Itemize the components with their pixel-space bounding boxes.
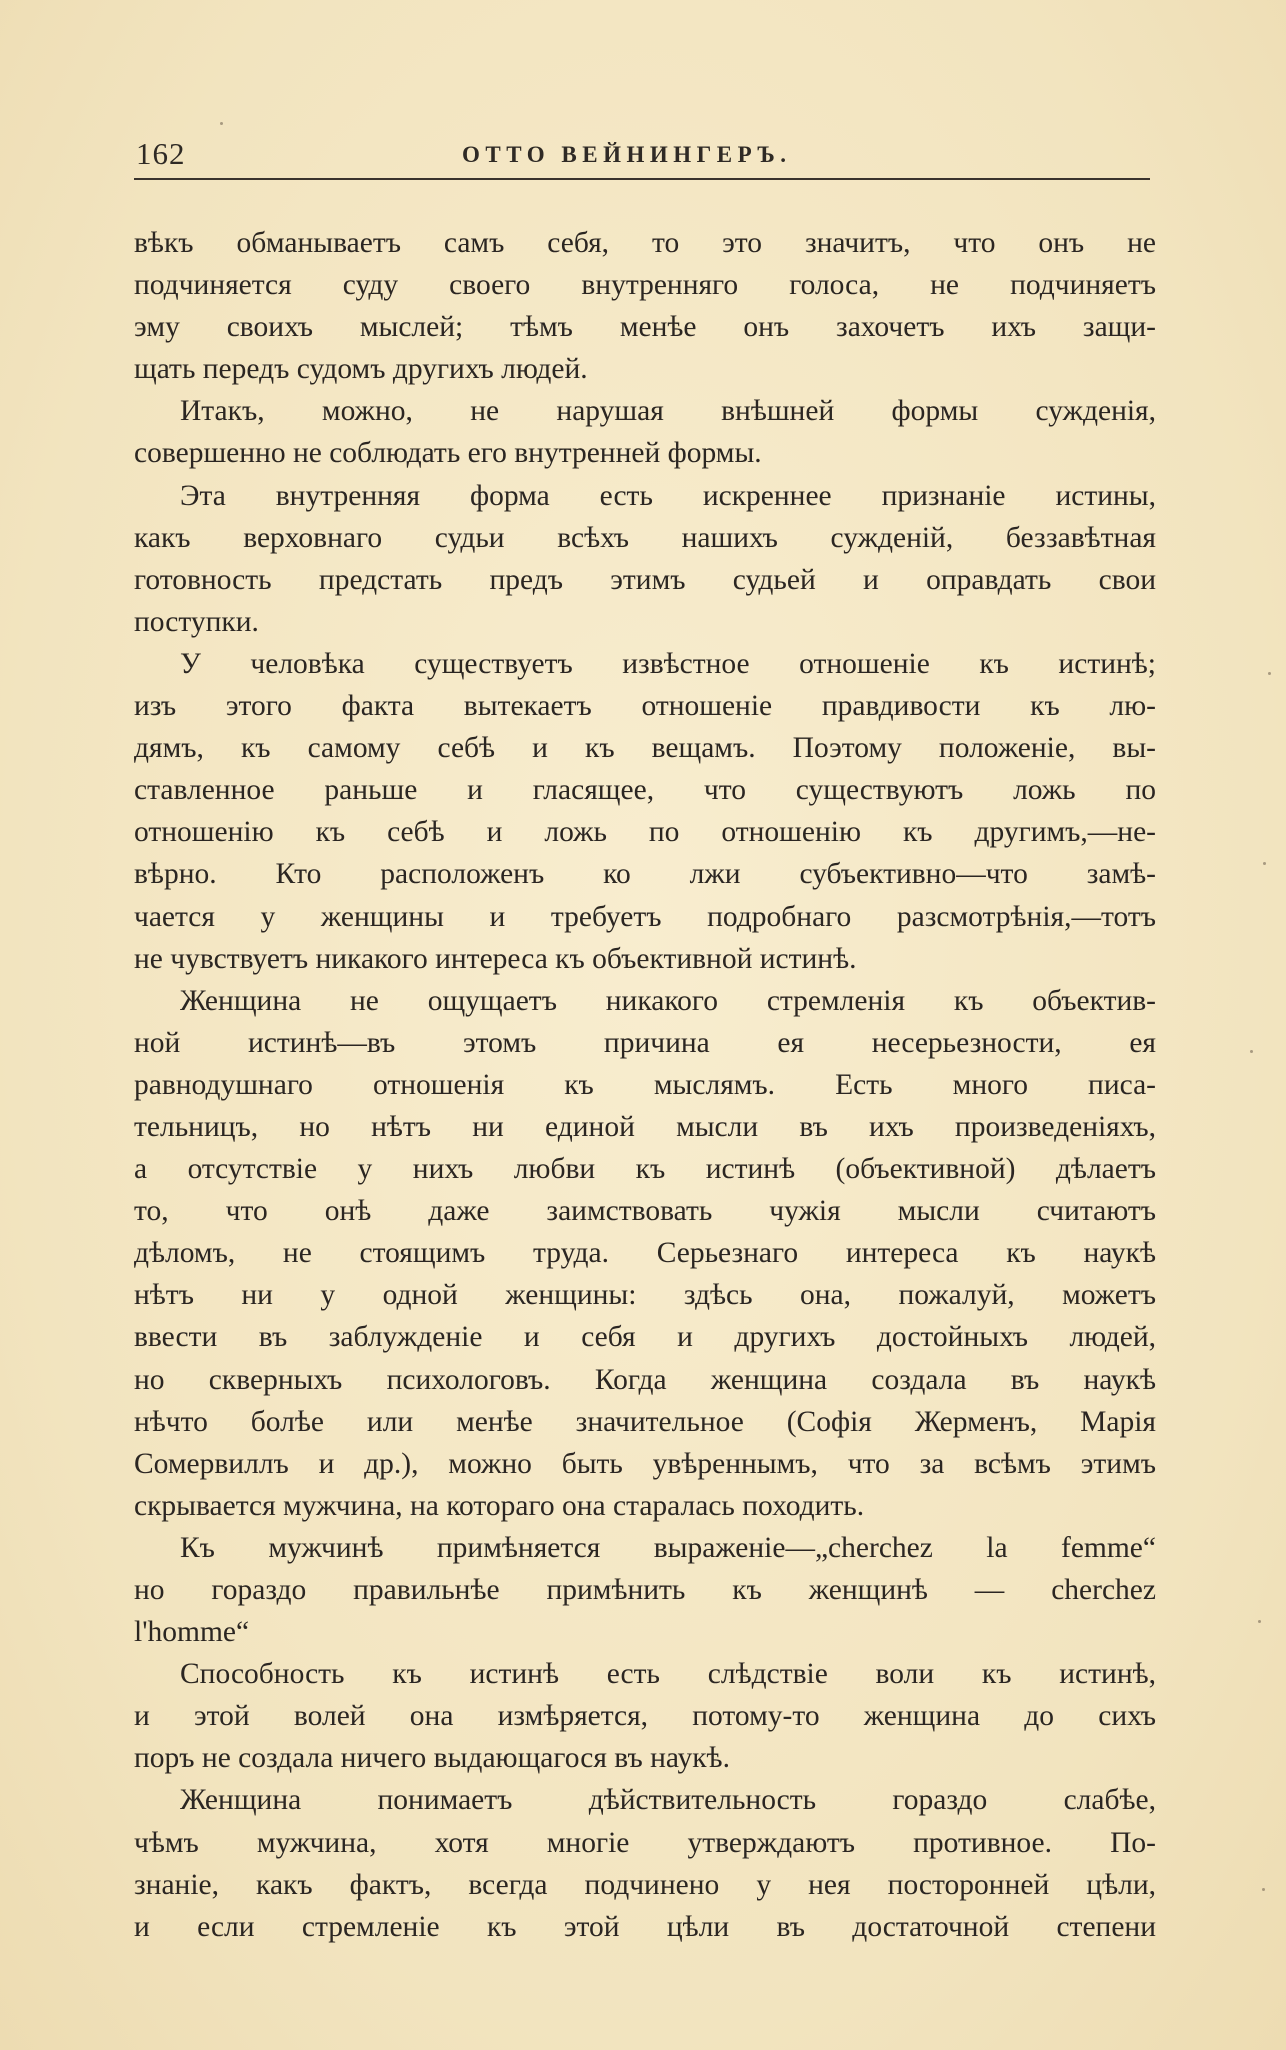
text-line: но скверныхъ психологовъ. Когда женщина создала въ наукѣ	[134, 1363, 1156, 1396]
text-line: дѣломъ, не стоящимъ труда. Серьезнаго интереса къ наукѣ	[134, 1237, 1156, 1270]
text-line: совершенно не соблюдать его внутренней формы.	[134, 437, 762, 470]
page-header	[132, 136, 1150, 176]
text-line: щать передъ судомъ другихъ людей.	[134, 353, 588, 386]
text-line: отношенію къ себѣ и ложь по отношенію къ другимъ,—не-	[134, 816, 1156, 849]
text-line: тельницъ, но нѣтъ ни единой мысли въ ихъ произведеніяхъ,	[134, 1110, 1156, 1143]
text-line: какъ верховнаго судьи всѣхъ нашихъ сужденій, беззавѣтная	[134, 521, 1156, 554]
text-line: поръ не создала ничего выдающагося въ наукѣ.	[134, 1742, 730, 1775]
text-line: вѣрно. Кто расположенъ ко лжи субъективно—что замѣ-	[134, 858, 1156, 891]
text-line: то, что онѣ даже заимствовать чужія мысли считаютъ	[134, 1195, 1156, 1228]
text-line: Женщина понимаетъ дѣйствительность гораздо слабѣе,	[180, 1784, 1156, 1817]
text-line: нѣтъ ни у одной женщины: здѣсь она, пожалуй, можетъ	[134, 1279, 1156, 1312]
text-line: l'homme“	[134, 1616, 250, 1649]
text-line: У человѣка существуетъ извѣстное отношеніе къ истинѣ;	[180, 647, 1156, 680]
paper-speck	[1268, 672, 1271, 675]
text-line: равнодушнаго отношенія къ мыслямъ. Есть много писа-	[134, 1068, 1156, 1101]
text-line: и если стремленіе къ этой цѣли въ достаточной степени	[134, 1910, 1156, 1943]
text-line: скрывается мужчина, на котораго она старалась походить.	[134, 1489, 865, 1522]
paper-speck	[1258, 1620, 1261, 1623]
text-line: Къ мужчинѣ примѣняется выраженіе—„cherchez la femme“	[180, 1531, 1156, 1564]
text-line: а отсутствіе у нихъ любви къ истинѣ (объективной) дѣлаетъ	[134, 1153, 1156, 1186]
paper-speck	[1263, 862, 1266, 865]
page-number: 162	[136, 136, 186, 171]
text-line: эму своихъ мыслей; тѣмъ менѣе онъ захочетъ ихъ защи-	[134, 311, 1156, 344]
text-line: нѣчто болѣе или менѣе значительное (Софія Жерменъ, Марія	[134, 1405, 1156, 1438]
text-line: не чувствуетъ никакого интереса къ объективной истинѣ.	[134, 942, 857, 975]
text-line: подчиняется суду своего внутренняго голоса, не подчиняетъ	[134, 269, 1156, 302]
text-line: дямъ, къ самому себѣ и къ вещамъ. Поэтому положеніе, вы-	[134, 732, 1156, 765]
running-title: ОТТО ВЕЙНИНГЕРЪ.	[462, 142, 792, 167]
text-line: чается у женщины и требуетъ подробнаго разсмотрѣнія,—тотъ	[134, 900, 1156, 933]
paper-speck	[220, 122, 223, 125]
text-line: Эта внутренняя форма есть искреннее признаніе истины,	[180, 479, 1156, 512]
header-rule	[134, 178, 1150, 180]
text-line: знаніе, какъ фактъ, всегда подчинено у нея посторонней цѣли,	[134, 1868, 1156, 1901]
body-text	[134, 222, 1156, 1948]
text-line: ввести въ заблужденіе и себя и другихъ достойныхъ людей,	[134, 1321, 1156, 1354]
text-line: поступки.	[134, 605, 259, 638]
text-line: но гораздо правильнѣе примѣнить къ женщинѣ — cherchez	[134, 1574, 1156, 1606]
text-line: готовность предстать предъ этимъ судьей и оправдать свои	[134, 563, 1156, 596]
text-line: Итакъ, можно, не нарушая внѣшней формы сужденія,	[180, 395, 1156, 428]
text-line: ной истинѣ—въ этомъ причина ея несерьезности, ея	[134, 1026, 1156, 1059]
text-line: изъ этого факта вытекаетъ отношеніе правдивости къ лю-	[134, 690, 1156, 723]
text-line: вѣкъ обманываетъ самъ себя, то это значитъ, что онъ не	[134, 227, 1156, 259]
text-line: чѣмъ мужчина, хотя многіе утверждаютъ противное. По-	[134, 1826, 1156, 1859]
paper-speck	[1262, 1888, 1265, 1891]
text-line: Женщина не ощущаетъ никакого стремленія къ объектив-	[180, 984, 1156, 1017]
text-line: Сомервиллъ и др.), можно быть увѣреннымъ, что за всѣмъ этимъ	[134, 1447, 1156, 1480]
text-line: ставленное раньше и гласящее, что существуютъ ложь по	[134, 774, 1156, 807]
text-line: Способность къ истинѣ есть слѣдствіе воли къ истинѣ,	[180, 1658, 1156, 1691]
text-line: и этой волей она измѣряется, потому-то женщина до сихъ	[134, 1700, 1156, 1733]
paper-speck	[1250, 1050, 1253, 1053]
